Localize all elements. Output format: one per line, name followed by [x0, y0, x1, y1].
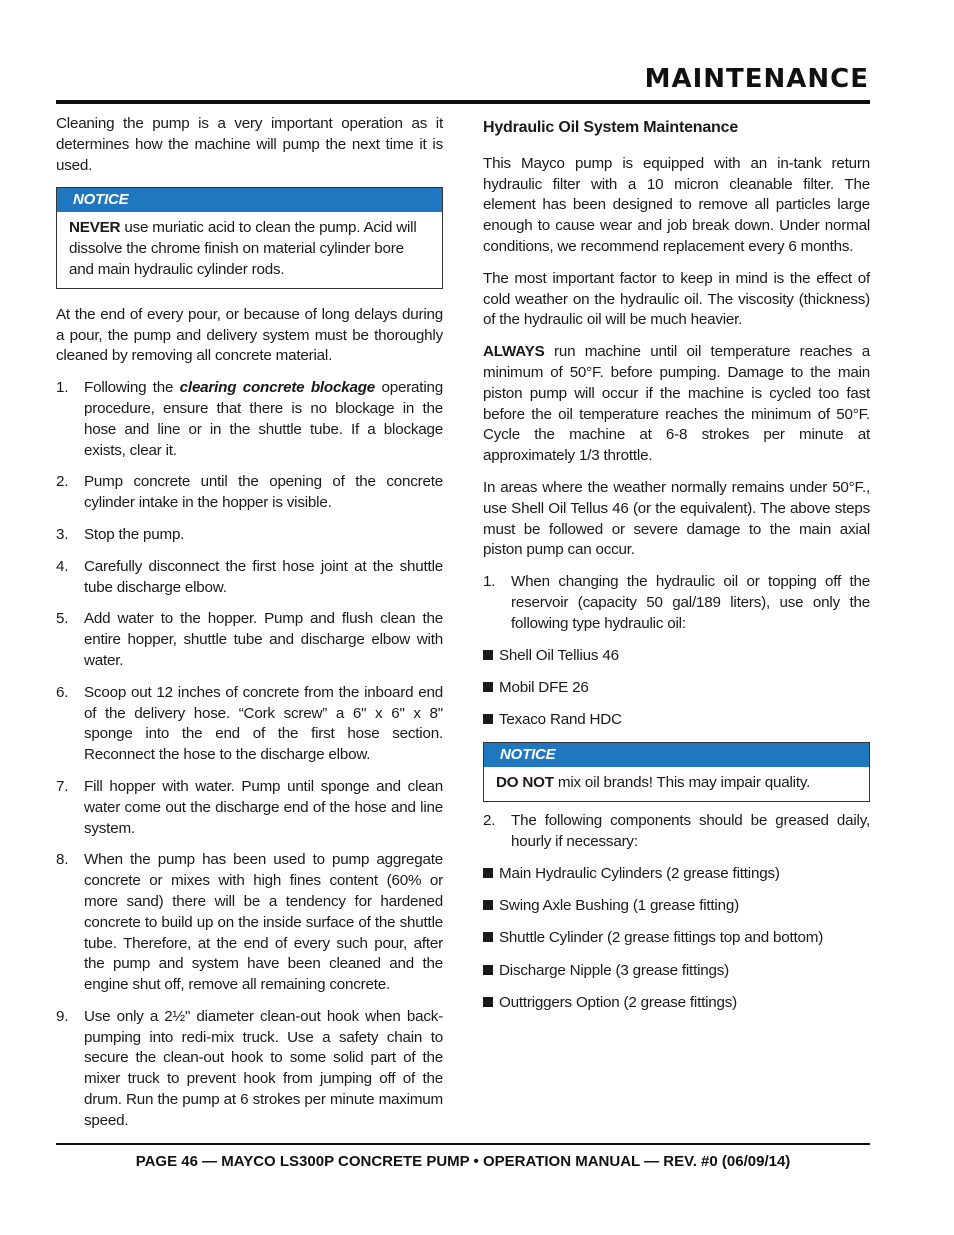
step-number: 1.: [483, 573, 496, 591]
section-heading: Hydraulic Oil System Maintenance: [483, 119, 739, 136]
bullet-text: Discharge Nipple (3 grease fittings): [499, 961, 730, 979]
bullet-text: Shuttle Cylinder (2 grease fittings top and bottom): [499, 929, 824, 947]
step-text: Use only a 2½" diameter clean-out hook when back-pumping into redi-mix truck. Use a safety chain to secure the clean-out hook to some solid part of the mixer truck to prevent hook from jumping off of the drum. Run the pump at 6 strokes per minute maximum speed.: [84, 1007, 443, 1129]
cold-weather-paragraph: The most important factor to keep in mind is the effect of cold weather on the hydraulic oil. The viscosity (thickness) of the hydraulic oil will be much heavier.: [483, 269, 870, 329]
warmup-paragraph: [483, 342, 870, 467]
step-text: Carefully disconnect the first hose joint at the shuttle tube discharge elbow.: [84, 557, 443, 596]
oil-bullet-item: [483, 646, 870, 667]
step-number: 8.: [56, 851, 69, 869]
list-item: [483, 811, 870, 853]
intro-paragraph: Cleaning the pump is a very important operation as it determines how the machine will pump the next time it is used.: [56, 115, 443, 174]
step-text: Add water to the hopper. Pump and flush clean the entire hopper, shuttle tube and discharge elbow with water.: [84, 610, 443, 669]
bullet-text: Swing Axle Bushing (1 grease fitting): [499, 897, 739, 915]
step-text: When changing the hydraulic oil or topping off the reservoir (capacity 50 gal/189 liters), use only the following type hydraulic oil:: [511, 573, 870, 632]
bullet-text: Shell Oil Tellius 46: [499, 646, 619, 664]
step-number: 3.: [56, 525, 69, 543]
notice-box-oil: [483, 742, 870, 802]
square-bullet-icon: [483, 714, 493, 724]
list-item: [56, 850, 443, 996]
step-number: 1.: [56, 379, 69, 397]
notice-box-acid: [56, 187, 443, 288]
notice-label: NOTICE: [57, 188, 442, 212]
step-text: When the pump has been used to pump aggregate concrete or mixes with high fines content (60% or more sand) there will be a tendency for hardened concrete to build up on the inside surface of the shuttle tube. Therefore, at the end of every such pour, after the pump and system have been cleaned and the engine shut off, remove all remaining concrete.: [84, 851, 443, 994]
notice-body-text: mix oil brands! This may impair quality.: [553, 774, 811, 792]
notice-body-text: use muriatic acid to clean the pump. Acid will dissolve the chrome finish on material cylinder bore and main hydraulic cylinder rods.: [69, 219, 417, 278]
notice-emphasis: NEVER: [69, 219, 121, 237]
notice-text: [496, 773, 857, 794]
oil-type-paragraph: In areas where the weather normally remains under 50°F., use Shell Oil Tellus 46 (or the equivalent). The above steps must be followed or severe damage to the main axial piston pump can occur.: [483, 478, 870, 559]
list-item: [56, 683, 443, 766]
grease-bullet-item: [483, 864, 870, 885]
bullet-text: Texaco Rand HDC: [499, 711, 622, 729]
bullet-text: Mobil DFE 26: [499, 678, 589, 696]
cleaning-paragraph: At the end of every pour, or because of long delays during a pour, the pump and delivery system must be thoroughly cleaned by removing all concrete material.: [56, 305, 443, 365]
step-text: Scoop out 12 inches of concrete from the inboard end of the delivery hose. “Cork screw” a 6" x 6" x 8" sponge into the end of the first hose section. Reconnect the hose to the discharge elbow.: [84, 683, 443, 764]
step-text-emphasis: clearing concrete blockage: [179, 379, 376, 397]
list-item: [483, 572, 870, 634]
list-item: [56, 525, 443, 546]
square-bullet-icon: [483, 997, 493, 1007]
notice-emphasis: DO NOT: [496, 774, 554, 792]
grease-steps-list: [483, 811, 870, 853]
step-text-post: operating procedure, ensure that there is no blockage in the hose and line or in the shuttle tube. If a blockage exists, clear it.: [84, 379, 443, 459]
step-number: 5.: [56, 610, 69, 628]
bullet-text: Outtriggers Option (2 grease fittings): [499, 994, 738, 1011]
left-column: [56, 114, 443, 1143]
cleaning-steps-list: [56, 378, 443, 1132]
header-divider: [56, 100, 870, 104]
square-bullet-icon: [483, 965, 493, 975]
step-text: Fill hopper with water. Pump until sponge and clean water come out the discharge end of the hose and line system.: [84, 777, 443, 837]
step-number: 7.: [56, 777, 69, 795]
square-bullet-icon: [483, 932, 493, 942]
list-item: [56, 378, 443, 461]
warmup-emphasis: ALWAYS: [483, 343, 545, 361]
step-text: Stop the pump.: [84, 525, 185, 543]
oil-bullet-item: [483, 678, 870, 699]
square-bullet-icon: [483, 650, 493, 660]
footer-divider: [56, 1143, 870, 1145]
list-item: [56, 557, 443, 599]
step-text: Pump concrete until the opening of the concrete cylinder intake in the hopper is visible.: [84, 473, 443, 512]
notice-label: NOTICE: [484, 743, 869, 767]
right-column: [483, 114, 870, 1025]
list-item: [56, 777, 443, 839]
square-bullet-icon: [483, 682, 493, 692]
square-bullet-icon: [483, 868, 493, 878]
grease-bullet-item: [483, 896, 870, 917]
step-number: 2.: [56, 473, 69, 491]
page-footer: PAGE 46 — MAYCO LS300P CONCRETE PUMP • OPERATION MANUAL — REV. #0 (06/09/14): [135, 1153, 791, 1170]
oil-bullet-item: [483, 710, 870, 731]
grease-bullet-item: [483, 993, 870, 1014]
step-text: The following components should be greased daily, hourly if necessary:: [511, 812, 870, 851]
grease-bullet-item: [483, 961, 870, 982]
grease-bullet-item: [483, 928, 870, 949]
list-item: [56, 609, 443, 671]
page-title: MAINTENANCE: [644, 64, 869, 94]
notice-text: [69, 218, 430, 280]
list-item: [56, 1007, 443, 1132]
square-bullet-icon: [483, 900, 493, 910]
step-number: 9.: [56, 1007, 69, 1025]
step-number: 4.: [56, 557, 69, 575]
filter-paragraph: This Mayco pump is equipped with an in-tank return hydraulic filter with a 10 micron cleanable filter. The element has been designed to remove all particles large enough to cause wear and job break down. Under normal conditions, we recommend replacement every 6 months.: [483, 154, 870, 255]
warmup-text: run machine until oil temperature reaches a minimum of 50°F. before pumping. Damage to the main piston pump will occur if the machine is cycled too fast before the oil temperature reaches the minimum of 50°F. Cycle the machine at 6-8 strokes per minute at approximately 1/3 throttle.: [483, 343, 870, 465]
step-number: 2.: [483, 812, 496, 830]
oil-steps-list: [483, 572, 870, 634]
step-text-pre: Following the: [84, 379, 180, 397]
step-number: 6.: [56, 683, 69, 701]
bullet-text: Main Hydraulic Cylinders (2 grease fittings): [499, 864, 780, 882]
list-item: [56, 472, 443, 514]
